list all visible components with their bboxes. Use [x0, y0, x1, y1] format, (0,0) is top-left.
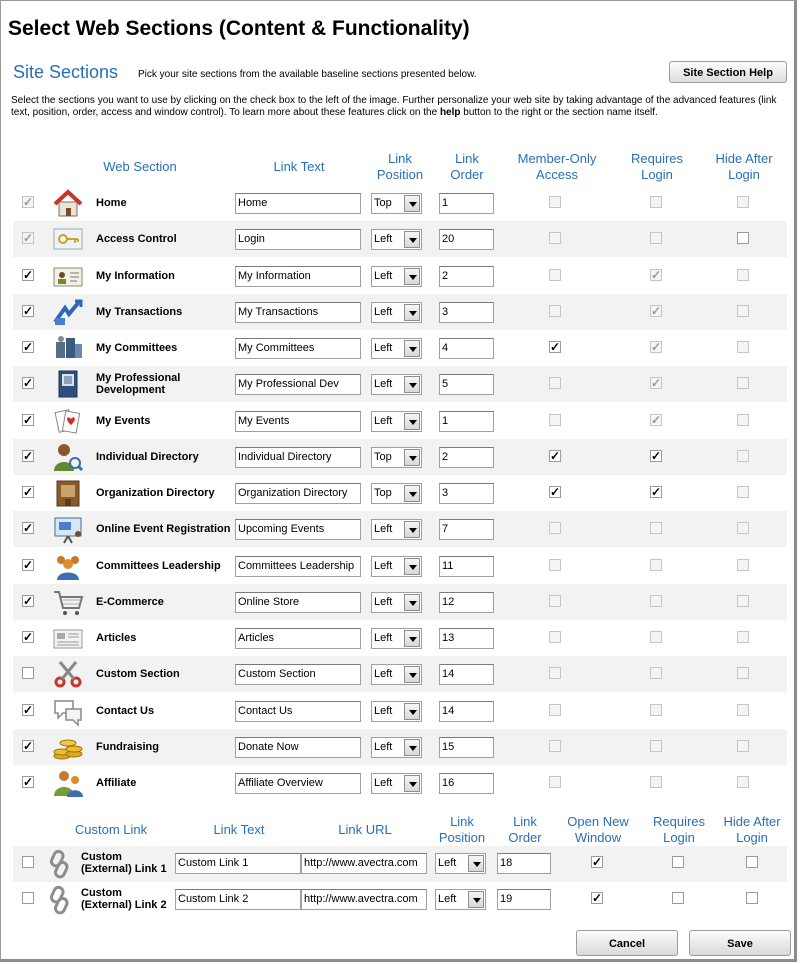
- select-value: Left: [374, 233, 393, 246]
- select-value: Top: [374, 450, 392, 463]
- section-name-link[interactable]: Home: [96, 197, 127, 209]
- custom-link-text-input[interactable]: Custom Link 2: [175, 889, 301, 910]
- link-position-select[interactable]: [371, 302, 422, 323]
- hide-after-login-checkbox[interactable]: [737, 232, 749, 244]
- chevron-down-icon[interactable]: [404, 558, 420, 575]
- hide-after-login-checkbox: [737, 522, 749, 534]
- member-only-checkbox: [549, 631, 561, 643]
- link-text-input[interactable]: Contact Us: [235, 701, 361, 722]
- group-icon: [51, 550, 85, 582]
- section-name-link[interactable]: Individual Directory: [96, 450, 199, 463]
- custom-link-text-input[interactable]: Custom Link 1: [175, 853, 301, 874]
- section-enable-checkbox[interactable]: [22, 667, 34, 679]
- link-order-input[interactable]: 2: [439, 266, 494, 287]
- link-position-select[interactable]: [371, 701, 422, 722]
- section-enable-checkbox: ✓: [23, 195, 34, 209]
- custom-link-enable-checkbox[interactable]: [22, 892, 34, 904]
- header-custom-link-order: Link Order: [508, 814, 542, 845]
- requires-login-checkbox: [650, 667, 662, 679]
- custom-hide-after-login-checkbox[interactable]: [746, 892, 758, 904]
- section-enable-checkbox[interactable]: ✓: [23, 630, 34, 644]
- member-only-checkbox: [549, 595, 561, 607]
- requires-login-checkbox: ✓: [651, 267, 662, 282]
- section-enable-checkbox[interactable]: ✓: [23, 340, 34, 354]
- header-open-new-window: Open New Window: [567, 814, 629, 845]
- hide-after-login-checkbox: [737, 667, 749, 679]
- section-name-link[interactable]: My Professional Development: [96, 372, 181, 397]
- custom-link-row: [13, 846, 787, 882]
- link-text-input[interactable]: My Information: [235, 266, 361, 287]
- link-position-select[interactable]: [371, 737, 422, 758]
- custom-requires-login-checkbox[interactable]: [672, 892, 684, 904]
- link-position-select[interactable]: [371, 519, 422, 540]
- select-value: Left: [374, 740, 393, 753]
- custom-link-url-input[interactable]: http://www.avectra.com: [301, 853, 427, 874]
- select-value: Left: [374, 632, 393, 644]
- section-enable-checkbox: ✓: [23, 231, 34, 246]
- link-text-input[interactable]: Committees Leadership: [235, 556, 361, 577]
- link-order-input[interactable]: 15: [439, 737, 494, 758]
- home-icon: [51, 187, 85, 219]
- speech-bubble-icon: [51, 695, 85, 727]
- section-name-link[interactable]: Committees Leadership: [96, 559, 221, 572]
- section-row: [13, 258, 787, 294]
- chevron-down-icon[interactable]: [404, 195, 420, 212]
- hide-after-login-checkbox: [737, 414, 749, 426]
- open-new-window-checkbox[interactable]: ✓: [592, 855, 603, 869]
- section-row: [13, 584, 787, 620]
- chevron-down-icon[interactable]: [404, 231, 420, 248]
- hide-after-login-checkbox: [737, 341, 749, 353]
- hide-after-login-checkbox: [737, 740, 749, 752]
- custom-link-position-select[interactable]: [435, 853, 486, 874]
- people-icon: [51, 767, 85, 799]
- member-only-checkbox[interactable]: ✓: [550, 448, 561, 463]
- section-row: [13, 330, 787, 366]
- member-only-checkbox[interactable]: ✓: [550, 340, 561, 354]
- section-name-link[interactable]: Custom Section: [96, 668, 180, 681]
- instructions-help-word: help: [439, 107, 461, 118]
- requires-login-checkbox: ✓: [651, 376, 662, 391]
- header-custom-hide-after-login: Hide After Login: [723, 814, 781, 845]
- section-row: [13, 511, 787, 547]
- chevron-down-icon[interactable]: [404, 666, 420, 683]
- link-text-input[interactable]: My Transactions: [235, 302, 361, 323]
- member-only-checkbox: [549, 232, 561, 244]
- link-position-select[interactable]: [371, 193, 422, 214]
- member-only-checkbox: [549, 704, 561, 716]
- site-sections-title: Site Sections: [13, 62, 119, 82]
- link-order-input[interactable]: 11: [439, 556, 494, 577]
- custom-link-row: [13, 882, 787, 918]
- link-position-select[interactable]: [371, 556, 422, 577]
- link-text-input[interactable]: Organization Directory: [235, 483, 361, 504]
- committees-icon: [51, 332, 85, 364]
- select-value: Left: [374, 414, 393, 427]
- select-value: Left: [374, 305, 393, 318]
- link-order-input[interactable]: 2: [439, 447, 494, 468]
- link-text-input[interactable]: Custom Section: [235, 664, 361, 685]
- presentation-icon: [51, 513, 85, 545]
- cancel-button[interactable]: Cancel: [576, 930, 678, 956]
- link-order-input[interactable]: 14: [439, 701, 494, 722]
- custom-link-url-input[interactable]: http://www.avectra.com: [301, 889, 427, 910]
- header-custom-requires-login: Requires Login: [652, 814, 706, 845]
- link-position-select[interactable]: [371, 664, 422, 685]
- section-name-link[interactable]: Online Event Registration: [96, 523, 231, 536]
- link-position-select[interactable]: [371, 338, 422, 359]
- requires-login-checkbox: [650, 522, 662, 534]
- select-value: Left: [374, 777, 393, 789]
- section-row: [13, 548, 787, 584]
- link-position-select[interactable]: [371, 411, 422, 432]
- section-row: [13, 439, 787, 475]
- link-order-input[interactable]: 5: [439, 374, 494, 395]
- hide-after-login-checkbox: [737, 776, 749, 788]
- requires-login-checkbox[interactable]: ✓: [651, 485, 662, 499]
- section-row: [13, 221, 787, 257]
- hide-after-login-checkbox: [737, 377, 749, 389]
- header-link-text: Link Text: [273, 159, 325, 174]
- site-section-help-button[interactable]: Site Section Help: [669, 61, 787, 83]
- section-name-link[interactable]: My Events: [96, 414, 151, 427]
- hide-after-login-checkbox: [737, 595, 749, 607]
- chain-link-icon: [45, 884, 79, 916]
- hide-after-login-checkbox: [737, 559, 749, 571]
- hide-after-login-checkbox: [737, 305, 749, 317]
- custom-link-order-input[interactable]: 18: [497, 853, 551, 874]
- link-text-input[interactable]: Login: [235, 229, 361, 250]
- events-icon: [51, 405, 85, 437]
- link-order-input[interactable]: 16: [439, 773, 494, 794]
- section-name-link[interactable]: Access Control: [96, 233, 177, 246]
- requires-login-checkbox: [650, 631, 662, 643]
- custom-requires-login-checkbox[interactable]: [672, 856, 684, 868]
- link-order-input[interactable]: 12: [439, 592, 494, 613]
- link-position-select[interactable]: [371, 266, 422, 287]
- section-name-link[interactable]: Contact Us: [96, 704, 155, 717]
- select-value: Left: [374, 668, 393, 681]
- requires-login-checkbox: ✓: [651, 303, 662, 318]
- requires-login-checkbox: [650, 776, 662, 788]
- link-order-input[interactable]: 3: [439, 302, 494, 323]
- section-row: [13, 366, 787, 402]
- requires-login-checkbox: [650, 595, 662, 607]
- section-row: [13, 765, 787, 801]
- section-name-link[interactable]: My Transactions: [96, 305, 183, 318]
- section-enable-checkbox[interactable]: ✓: [23, 303, 34, 318]
- link-position-select[interactable]: [371, 592, 422, 613]
- hide-after-login-checkbox: [737, 450, 749, 462]
- link-text-input[interactable]: Home: [235, 193, 361, 214]
- link-position-select[interactable]: [371, 229, 422, 250]
- section-name-link[interactable]: Organization Directory: [96, 487, 215, 499]
- custom-link-enable-checkbox[interactable]: [22, 856, 34, 868]
- book-icon: [51, 368, 85, 400]
- member-only-checkbox: [549, 269, 561, 281]
- section-enable-checkbox[interactable]: ✓: [23, 775, 34, 789]
- section-name-link[interactable]: Affiliate: [96, 777, 137, 789]
- building-icon: [51, 477, 85, 509]
- select-value: Top: [374, 197, 392, 209]
- link-text-input[interactable]: My Events: [235, 411, 361, 432]
- chevron-down-icon[interactable]: [404, 521, 420, 538]
- chevron-down-icon[interactable]: [404, 703, 420, 720]
- save-button[interactable]: Save: [689, 930, 791, 956]
- chevron-down-icon[interactable]: [404, 376, 420, 393]
- link-position-select[interactable]: [371, 447, 422, 468]
- link-order-input[interactable]: 1: [439, 193, 494, 214]
- link-position-select[interactable]: [371, 374, 422, 395]
- link-order-input[interactable]: 7: [439, 519, 494, 540]
- section-row: [13, 403, 787, 439]
- section-enable-checkbox[interactable]: ✓: [23, 376, 34, 391]
- section-name-link[interactable]: Fundraising: [96, 740, 159, 753]
- link-text-input[interactable]: Upcoming Events: [235, 519, 361, 540]
- transactions-icon: [51, 296, 85, 328]
- id-card-icon: [51, 260, 85, 292]
- person-search-icon: [51, 441, 85, 473]
- link-order-input[interactable]: 13: [439, 628, 494, 649]
- chevron-down-icon[interactable]: [404, 449, 420, 466]
- link-position-select[interactable]: [371, 773, 422, 794]
- header-link-position: Link Position: [376, 151, 424, 182]
- requires-login-checkbox: [650, 196, 662, 208]
- custom-link-order-input[interactable]: 19: [497, 889, 551, 910]
- coins-icon: [51, 731, 85, 763]
- chevron-down-icon[interactable]: [404, 739, 420, 756]
- section-enable-checkbox[interactable]: ✓: [23, 267, 34, 282]
- select-value: Left: [374, 559, 393, 572]
- header-web-section: Web Section: [103, 159, 177, 174]
- requires-login-checkbox: [650, 704, 662, 716]
- member-only-checkbox: [549, 305, 561, 317]
- section-row: [13, 656, 787, 692]
- member-only-checkbox: [549, 776, 561, 788]
- requires-login-checkbox: [650, 559, 662, 571]
- key-icon: [51, 223, 85, 255]
- requires-login-checkbox: [650, 232, 662, 244]
- header-link-order: Link Order: [450, 151, 484, 182]
- section-name-link[interactable]: My Information: [96, 269, 175, 282]
- member-only-checkbox: [549, 559, 561, 571]
- section-enable-checkbox[interactable]: ✓: [23, 448, 34, 463]
- custom-link-name[interactable]: Custom (External) Link 1: [81, 851, 167, 875]
- select-value: Left: [374, 595, 393, 608]
- hide-after-login-checkbox: [737, 486, 749, 498]
- member-only-checkbox[interactable]: ✓: [550, 485, 561, 499]
- section-enable-checkbox[interactable]: ✓: [23, 412, 34, 427]
- header-custom-link: Custom Link: [74, 822, 148, 837]
- link-text-input[interactable]: Donate Now: [235, 737, 361, 758]
- member-only-checkbox: [549, 740, 561, 752]
- member-only-checkbox: [549, 414, 561, 426]
- select-value: Top: [374, 487, 392, 499]
- link-text-input[interactable]: Individual Directory: [235, 447, 361, 468]
- section-enable-checkbox[interactable]: ✓: [23, 593, 34, 608]
- hide-after-login-checkbox: [737, 196, 749, 208]
- section-enable-checkbox[interactable]: ✓: [23, 738, 34, 753]
- section-name-link[interactable]: E-Commerce: [96, 595, 164, 608]
- link-text-input[interactable]: Articles: [235, 628, 361, 649]
- chevron-down-icon[interactable]: [404, 268, 420, 285]
- requires-login-checkbox[interactable]: ✓: [651, 448, 662, 463]
- chevron-down-icon[interactable]: [404, 594, 420, 611]
- section-row: [13, 294, 787, 330]
- chevron-down-icon[interactable]: [468, 855, 484, 872]
- chevron-down-icon[interactable]: [404, 413, 420, 430]
- section-row: [13, 693, 787, 729]
- site-sections-subtitle: Pick your site sections from the available baseline sections presented below.: [138, 69, 477, 80]
- select-value: Left: [438, 857, 457, 869]
- header-hide-after-login: Hide After Login: [715, 151, 773, 182]
- requires-login-checkbox: [650, 740, 662, 752]
- open-new-window-checkbox[interactable]: ✓: [592, 891, 603, 905]
- requires-login-checkbox: ✓: [651, 412, 662, 427]
- chevron-down-icon[interactable]: [468, 891, 484, 908]
- section-enable-checkbox[interactable]: ✓: [23, 485, 34, 499]
- header-member-only-access: Member-Only Access: [517, 151, 597, 182]
- chevron-down-icon[interactable]: [404, 304, 420, 321]
- section-name-link[interactable]: My Committees: [96, 342, 178, 354]
- link-text-input[interactable]: My Committees: [235, 338, 361, 359]
- instructions-text: [11, 95, 787, 119]
- select-value: Left: [374, 523, 393, 536]
- section-enable-checkbox[interactable]: ✓: [23, 521, 34, 536]
- chevron-down-icon[interactable]: [404, 630, 420, 647]
- hide-after-login-checkbox: [737, 704, 749, 716]
- select-value: Left: [438, 893, 457, 905]
- link-text-input[interactable]: My Professional Dev: [235, 374, 361, 395]
- select-value: Left: [374, 269, 393, 282]
- member-only-checkbox: [549, 667, 561, 679]
- requires-login-checkbox: ✓: [651, 340, 662, 354]
- section-row: [13, 185, 787, 221]
- section-enable-checkbox[interactable]: ✓: [23, 702, 34, 717]
- select-value: Left: [374, 378, 393, 391]
- link-text-input[interactable]: Online Store: [235, 592, 361, 613]
- select-value: Left: [374, 704, 393, 717]
- link-order-input[interactable]: 1: [439, 411, 494, 432]
- hide-after-login-checkbox: [737, 269, 749, 281]
- custom-hide-after-login-checkbox[interactable]: [746, 856, 758, 868]
- member-only-checkbox: [549, 196, 561, 208]
- instructions-part2: button to the right or the section name itself.: [460, 107, 658, 118]
- header-custom-link-text: Link Text: [213, 822, 265, 837]
- newspaper-icon: [51, 622, 85, 654]
- link-order-input[interactable]: 20: [439, 229, 494, 250]
- chevron-down-icon[interactable]: [404, 775, 420, 792]
- section-name-link[interactable]: Articles: [96, 632, 137, 644]
- scissors-icon: [51, 658, 85, 690]
- section-row: [13, 620, 787, 656]
- custom-link-position-select[interactable]: [435, 889, 486, 910]
- chevron-down-icon[interactable]: [404, 485, 420, 502]
- chevron-down-icon[interactable]: [404, 340, 420, 357]
- hide-after-login-checkbox: [737, 631, 749, 643]
- section-row: [13, 729, 787, 765]
- member-only-checkbox: [549, 522, 561, 534]
- header-custom-link-position: Link Position: [438, 814, 486, 845]
- instructions-part1: Select the sections you want to use by clicking on the check box to the left of the image. Further personalize your web site by taking advantage of the advanced features (link text, position, order, access and window control). To learn more about these features click on the: [11, 95, 777, 118]
- section-row: [13, 475, 787, 511]
- page-title: Select Web Sections (Content & Functionality): [8, 17, 470, 40]
- link-order-input[interactable]: 4: [439, 338, 494, 359]
- link-position-select[interactable]: [371, 628, 422, 649]
- member-only-checkbox: [549, 377, 561, 389]
- custom-link-name[interactable]: Custom (External) Link 2: [81, 887, 167, 911]
- chain-link-icon: [45, 848, 79, 880]
- link-position-select[interactable]: [371, 483, 422, 504]
- link-order-input[interactable]: 3: [439, 483, 494, 504]
- header-custom-link-url: Link URL: [338, 822, 392, 837]
- section-enable-checkbox[interactable]: ✓: [23, 557, 34, 572]
- link-order-input[interactable]: 14: [439, 664, 494, 685]
- select-value: Left: [374, 342, 393, 354]
- cart-icon: [51, 586, 85, 618]
- header-requires-login: Requires Login: [630, 151, 684, 182]
- link-text-input[interactable]: Affiliate Overview: [235, 773, 361, 794]
